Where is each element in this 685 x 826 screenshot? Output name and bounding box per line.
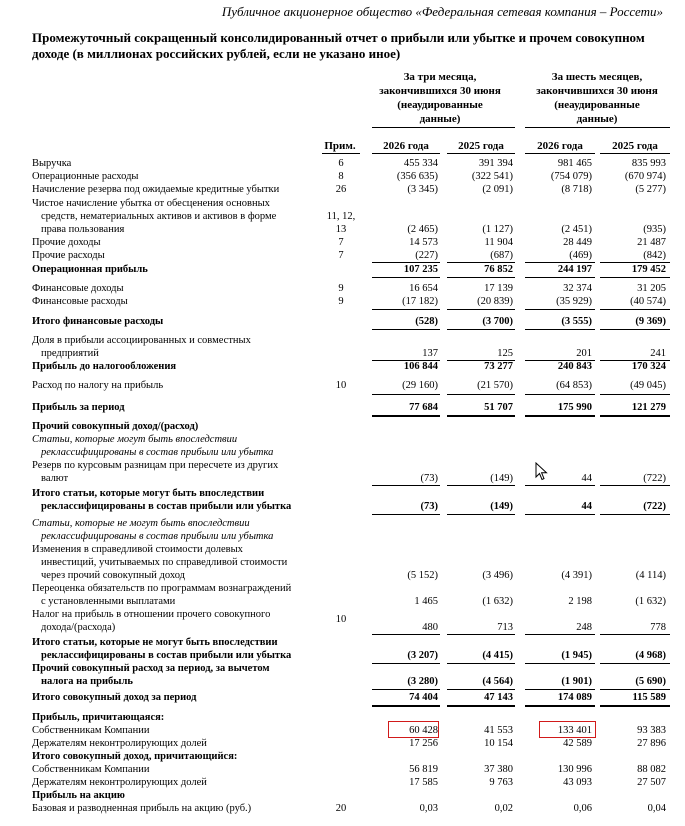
row-reclass-total-v3: 44 <box>581 501 592 512</box>
rule-fin-2 <box>447 309 515 310</box>
row-other-income-v3: 28 449 <box>563 237 592 248</box>
row-profit-period-v1: 77 684 <box>409 402 438 413</box>
rule-tc-4 <box>600 705 670 707</box>
row-total-comprehensive-v4: 115 589 <box>632 692 666 703</box>
row-reclass-heading-l1: Статьи, которые могут быть впоследствии <box>32 434 238 445</box>
row-owners-profit-v1: 60 428 <box>409 725 438 736</box>
col-rule-1 <box>372 153 440 154</box>
rule-op2-3 <box>525 277 595 278</box>
row-revenue-v2: 391 394 <box>478 158 513 169</box>
row-associates-v3: 201 <box>576 348 592 359</box>
row-oci-net-l2: налога на прибыль <box>41 676 133 687</box>
row-pension-v2: (1 632) <box>482 596 513 607</box>
rule-pp-4 <box>600 415 670 417</box>
row-reclass-total-v2: (149) <box>490 501 513 512</box>
row-fx-reserve-v2: (149) <box>490 473 513 484</box>
rule-ocin-2 <box>447 689 515 690</box>
row-net-finance: Итого финансовые расходы <box>32 316 164 327</box>
three-months-line-1: За три месяца, <box>403 71 477 83</box>
row-fv-equity-v2: (3 496) <box>482 570 513 581</box>
row-impairment-v3: (2 451) <box>561 224 592 235</box>
row-fx-reserve-v3: 44 <box>581 473 592 484</box>
row-nci-tci-v4: 27 507 <box>637 777 666 788</box>
three-months-header <box>370 70 510 126</box>
three-months-line-4: данные) <box>419 113 461 125</box>
col-3m-2025: 2025 года <box>458 140 504 152</box>
row-revenue-v3: 981 465 <box>557 158 592 169</box>
row-revenue-note: 6 <box>338 158 344 169</box>
row-nci-tci: Держателям неконтролирующих долей <box>32 777 207 788</box>
row-owners-profit: Собственникам Компании <box>32 725 150 736</box>
rule-fin-1 <box>372 309 440 310</box>
row-profit-period-v2: 51 707 <box>484 402 513 413</box>
row-oci-net-v4: (5 690) <box>635 676 666 687</box>
rule-op2-1 <box>372 277 440 278</box>
col-rule-4 <box>600 153 670 154</box>
six-months-line-1: За шесть месяцев, <box>551 71 643 83</box>
row-profit-before-tax-v4: 170 324 <box>631 361 666 372</box>
row-total-comprehensive-v3: 174 089 <box>557 692 592 703</box>
rule-op-2 <box>447 262 515 263</box>
row-impairment-v4: (935) <box>643 224 666 235</box>
rule-nrt-3 <box>525 663 595 664</box>
rule-fin2-4 <box>600 329 670 330</box>
row-impairment-l3: права пользования <box>41 224 125 235</box>
row-associates-v4: 241 <box>650 348 666 359</box>
row-operating-profit-v1: 107 235 <box>403 264 438 275</box>
row-eps-v3: 0,06 <box>573 803 592 814</box>
row-finance-income: Финансовые доходы <box>32 283 124 294</box>
row-fv-equity-l3: через прочий совокупный доход <box>41 570 186 581</box>
highlight-box-6m <box>539 721 596 738</box>
rule-tax-4 <box>600 394 670 395</box>
row-nonreclass-total-l2: реклассифицированы в состав прибыли или убытка <box>41 650 292 661</box>
rule-tax-2 <box>447 394 515 395</box>
six-months-line-2: закончившихся 30 июня <box>536 85 658 97</box>
row-eps-note: 20 <box>335 803 347 814</box>
rule-ocitax-3 <box>525 634 595 635</box>
row-owners-tci: Собственникам Компании <box>32 764 150 775</box>
mouse-cursor-icon <box>535 462 549 482</box>
row-owners-profit-v2: 41 553 <box>484 725 513 736</box>
note-col-header: Прим. <box>324 140 356 152</box>
three-months-rule <box>372 127 515 128</box>
rule-op-4 <box>600 262 670 263</box>
title-line-1: Промежуточный сокращенный консолидированный отчет о прибыли или убытке и прочем совокупном <box>32 30 645 45</box>
row-profit-period-v4: 121 279 <box>631 402 666 413</box>
row-profit-before-tax-v3: 240 843 <box>557 361 592 372</box>
row-owners-profit-v3: 133 401 <box>557 725 592 736</box>
note-col-rule <box>322 153 360 154</box>
title-line-2: доходе (в миллионах российских рублей, если не указано иное) <box>32 46 401 61</box>
row-opex-v1: (356 635) <box>396 171 438 182</box>
row-total-comprehensive-v2: 47 143 <box>484 692 513 703</box>
rule-rt-2 <box>447 514 515 515</box>
highlight-box-3m <box>388 721 439 738</box>
rule-pp-2 <box>447 415 515 417</box>
row-profit-before-tax-v1: 106 844 <box>403 361 438 372</box>
row-other-income-v4: 21 487 <box>637 237 666 248</box>
row-fv-equity-v1: (5 152) <box>407 570 438 581</box>
row-impairment-v2: (1 127) <box>482 224 513 235</box>
row-oci-tax-v2: 713 <box>497 622 513 633</box>
row-impairment-note-1: 11, 12, <box>326 211 356 222</box>
rule-fin2-2 <box>447 329 515 330</box>
row-finance-costs-v3: (35 929) <box>556 296 592 307</box>
row-fv-equity-l2: инвестиций, учитываемых по справедливой стоимости <box>41 557 288 568</box>
row-finance-costs-v2: (20 839) <box>477 296 513 307</box>
row-nci-tci-v3: 43 093 <box>563 777 592 788</box>
row-finance-income-v4: 31 205 <box>637 283 666 294</box>
row-fx-reserve-l2: валют <box>41 473 69 484</box>
row-nonreclass-heading-l2: реклассифицированы в состав прибыли или убытка <box>41 531 274 542</box>
row-reclass-total-l1: Итого статьи, которые могут быть впоследствии <box>32 488 265 499</box>
row-pension-v3: 2 198 <box>568 596 592 607</box>
rule-tc-2 <box>447 705 515 707</box>
rule-ocitax-2 <box>447 634 515 635</box>
row-associates-v1: 137 <box>422 348 438 359</box>
rule-fx-3 <box>525 485 595 486</box>
row-nci-profit-v2: 10 154 <box>484 738 513 749</box>
rule-rt-3 <box>525 514 595 515</box>
rule-fin-4 <box>600 309 670 310</box>
row-fv-equity-v3: (4 391) <box>561 570 592 581</box>
row-ecl-v2: (2 091) <box>482 184 513 195</box>
rule-ocitax-4 <box>600 634 670 635</box>
row-operating-profit: Операционная прибыль <box>32 264 148 275</box>
rule-tax-1 <box>372 394 440 395</box>
row-finance-costs-v1: (17 182) <box>402 296 438 307</box>
col-rule-3 <box>525 153 595 154</box>
row-operating-profit-v2: 76 852 <box>484 264 513 275</box>
row-finance-income-v3: 32 374 <box>563 283 592 294</box>
rule-fx-4 <box>600 485 670 486</box>
page-title <box>32 30 672 62</box>
row-other-expenses-v1: (227) <box>415 250 438 261</box>
row-finance-income-v1: 16 654 <box>409 283 438 294</box>
row-reclass-heading-l2: реклассифицированы в состав прибыли или убытка <box>41 447 274 458</box>
row-finance-income-note: 9 <box>338 283 344 294</box>
rule-ocin-1 <box>372 689 440 690</box>
row-oci-net-l1: Прочий совокупный расход за период, за вычетом <box>32 663 270 674</box>
row-impairment-l1: Чистое начисление убытка от обесценения основных <box>32 198 270 209</box>
rule-rt-1 <box>372 514 440 515</box>
row-associates-l2: предприятий <box>41 348 99 359</box>
rule-tc-1 <box>372 705 440 707</box>
row-pension-v1: 1 465 <box>414 596 438 607</box>
row-ecl-note: 26 <box>335 184 347 195</box>
rule-op-3 <box>525 262 595 263</box>
row-opex-v2: (322 541) <box>471 171 513 182</box>
row-opex-note: 8 <box>338 171 344 182</box>
row-profit-before-tax-v2: 73 277 <box>484 361 513 372</box>
rule-fx-2 <box>447 485 515 486</box>
row-owners-profit-v4: 93 383 <box>637 725 666 736</box>
row-oci-heading: Прочий совокупный доход/(расход) <box>32 421 199 432</box>
row-nci-profit-v3: 42 589 <box>563 738 592 749</box>
row-eps-v2: 0,02 <box>494 803 513 814</box>
row-income-tax-v2: (21 570) <box>477 380 513 391</box>
six-months-line-3: (неаудированные <box>554 99 640 111</box>
row-nci-profit: Держателям неконтролирующих долей <box>32 738 207 749</box>
row-income-tax-v3: (64 853) <box>556 380 592 391</box>
row-opex: Операционные расходы <box>32 171 139 182</box>
six-months-header <box>522 70 672 126</box>
row-ecl-v4: (5 277) <box>635 184 666 195</box>
row-other-income-note: 7 <box>338 237 344 248</box>
row-associates-l1: Доля в прибыли ассоциированных и совместных <box>32 335 251 346</box>
row-fx-reserve-v1: (73) <box>420 473 438 484</box>
row-income-tax-note: 10 <box>335 380 347 391</box>
row-profit-before-tax: Прибыль до налогообложения <box>32 361 177 372</box>
row-reclass-total-l2: реклассифицированы в состав прибыли или убытка <box>41 501 292 512</box>
row-income-tax: Расход по налогу на прибыль <box>32 380 164 391</box>
row-opex-v4: (670 974) <box>624 171 666 182</box>
rule-op2-2 <box>447 277 515 278</box>
row-finance-costs-note: 9 <box>338 296 344 307</box>
row-other-expenses-note: 7 <box>338 250 344 261</box>
col-6m-2025: 2025 года <box>612 140 658 152</box>
row-reclass-total-v4: (722) <box>643 501 666 512</box>
row-nonreclass-heading-l1: Статьи, которые не могут быть впоследствии <box>32 518 250 529</box>
row-other-expenses-v4: (842) <box>643 250 666 261</box>
row-fx-reserve-v4: (722) <box>643 473 666 484</box>
row-fx-reserve-l1: Резерв по курсовым разницам при пересчете из других <box>32 460 279 471</box>
row-total-comprehensive-v1: 74 404 <box>409 692 438 703</box>
row-tci-attributable: Итого совокупный доход, причитающийся: <box>32 751 238 762</box>
rule-nrt-1 <box>372 663 440 664</box>
row-oci-tax-note: 10 <box>335 614 347 625</box>
row-reclass-total-v1: (73) <box>420 501 438 512</box>
row-net-finance-v4: (9 369) <box>635 316 666 327</box>
row-fv-equity-v4: (4 114) <box>635 570 666 581</box>
rule-ocin-4 <box>600 689 670 690</box>
row-profit-period: Прибыль за период <box>32 402 125 413</box>
row-nonreclass-total-v1: (3 207) <box>407 650 438 661</box>
three-months-line-3: (неаудированные <box>397 99 483 111</box>
row-eps-v1: 0,03 <box>419 803 438 814</box>
row-revenue-v4: 835 993 <box>631 158 666 169</box>
six-months-line-4: данные) <box>576 113 618 125</box>
row-other-expenses-v3: (469) <box>569 250 592 261</box>
rule-fin2-3 <box>525 329 595 330</box>
row-owners-tci-v4: 88 082 <box>637 764 666 775</box>
row-revenue-v1: 455 334 <box>403 158 438 169</box>
rule-rt-4 <box>600 514 670 515</box>
six-months-rule <box>525 127 670 128</box>
row-nonreclass-total-v4: (4 968) <box>635 650 666 661</box>
row-eps: Базовая и разводненная прибыль на акцию (руб.) <box>32 803 252 814</box>
row-oci-tax-v1: 480 <box>422 622 438 633</box>
rule-ocin-3 <box>525 689 595 690</box>
rule-fin-3 <box>525 309 595 310</box>
row-profit-period-v3: 175 990 <box>557 402 592 413</box>
rule-fin2-1 <box>372 329 440 330</box>
rule-ocitax-1 <box>372 634 440 635</box>
row-ecl: Начисление резерва под ожидаемые кредитные убытки <box>32 184 280 195</box>
row-finance-income-v2: 17 139 <box>484 283 513 294</box>
row-finance-costs-v4: (40 574) <box>630 296 666 307</box>
rule-pp-1 <box>372 415 440 417</box>
rule-op-1 <box>372 262 440 263</box>
row-nci-profit-v4: 27 896 <box>637 738 666 749</box>
row-oci-tax-v4: 778 <box>650 622 666 633</box>
row-eps-v4: 0,04 <box>647 803 666 814</box>
row-income-tax-v1: (29 160) <box>402 380 438 391</box>
row-impairment-note-2: 13 <box>335 224 347 235</box>
rule-nrt-4 <box>600 663 670 664</box>
rule-tax-3 <box>525 394 595 395</box>
row-income-tax-v4: (49 045) <box>630 380 666 391</box>
row-other-expenses-v2: (687) <box>490 250 513 261</box>
row-ecl-v3: (8 718) <box>561 184 592 195</box>
row-net-finance-v3: (3 555) <box>561 316 592 327</box>
row-total-comprehensive: Итого совокупный доход за период <box>32 692 197 703</box>
row-ecl-v1: (3 345) <box>407 184 438 195</box>
row-other-expenses: Прочие расходы <box>32 250 105 261</box>
rule-op2-4 <box>600 277 670 278</box>
row-net-finance-v2: (3 700) <box>482 316 513 327</box>
row-profit-attributable: Прибыль, причитающаяся: <box>32 712 165 723</box>
row-net-finance-v1: (528) <box>415 316 438 327</box>
col-6m-2026: 2026 года <box>537 140 583 152</box>
row-impairment-l2: средств, нематериальных активов и активов в форме <box>41 211 277 222</box>
row-nci-tci-v1: 17 585 <box>409 777 438 788</box>
row-pension-v4: (1 632) <box>635 596 666 607</box>
rule-tc-3 <box>525 705 595 707</box>
row-oci-net-v3: (1 901) <box>561 676 592 687</box>
row-other-income-v2: 11 904 <box>484 237 513 248</box>
row-pension-l1: Переоценка обязательств по программам вознаграждений <box>32 583 292 594</box>
row-impairment-v1: (2 465) <box>407 224 438 235</box>
rule-nrt-2 <box>447 663 515 664</box>
rule-fx-1 <box>372 485 440 486</box>
row-owners-tci-v3: 130 996 <box>557 764 592 775</box>
row-finance-costs: Финансовые расходы <box>32 296 128 307</box>
three-months-line-2: закончившихся 30 июня <box>379 85 501 97</box>
row-opex-v3: (754 079) <box>550 171 592 182</box>
row-oci-tax-l2: дохода/(расхода) <box>41 622 116 633</box>
row-nonreclass-total-l1: Итого статьи, которые не могут быть впоследствии <box>32 637 278 648</box>
rule-pp-3 <box>525 415 595 417</box>
row-nonreclass-total-v3: (1 945) <box>561 650 592 661</box>
row-operating-profit-v4: 179 452 <box>631 264 666 275</box>
row-nonreclass-total-v2: (4 415) <box>482 650 513 661</box>
row-pension-l2: с установленными выплатами <box>41 596 176 607</box>
row-nci-tci-v2: 9 763 <box>489 777 513 788</box>
row-other-income-v1: 14 573 <box>409 237 438 248</box>
row-other-income: Прочие доходы <box>32 237 101 248</box>
col-rule-2 <box>447 153 515 154</box>
row-nci-profit-v1: 17 256 <box>409 738 438 749</box>
row-oci-net-v1: (3 280) <box>407 676 438 687</box>
row-oci-net-v2: (4 564) <box>482 676 513 687</box>
company-header: Публичное акционерное общество «Федеральная сетевая компания – Россети» <box>221 4 663 19</box>
row-oci-tax-l1: Налог на прибыль в отношении прочего совокупного <box>32 609 271 620</box>
row-fv-equity-l1: Изменения в справедливой стоимости долевых <box>32 544 243 555</box>
row-owners-tci-v2: 37 380 <box>484 764 513 775</box>
row-associates-v2: 125 <box>497 348 513 359</box>
row-revenue: Выручка <box>32 158 72 169</box>
row-owners-tci-v1: 56 819 <box>409 764 438 775</box>
col-3m-2026: 2026 года <box>383 140 429 152</box>
row-operating-profit-v3: 244 197 <box>557 264 592 275</box>
row-oci-tax-v3: 248 <box>576 622 592 633</box>
row-eps-heading: Прибыль на акцию <box>32 790 125 801</box>
